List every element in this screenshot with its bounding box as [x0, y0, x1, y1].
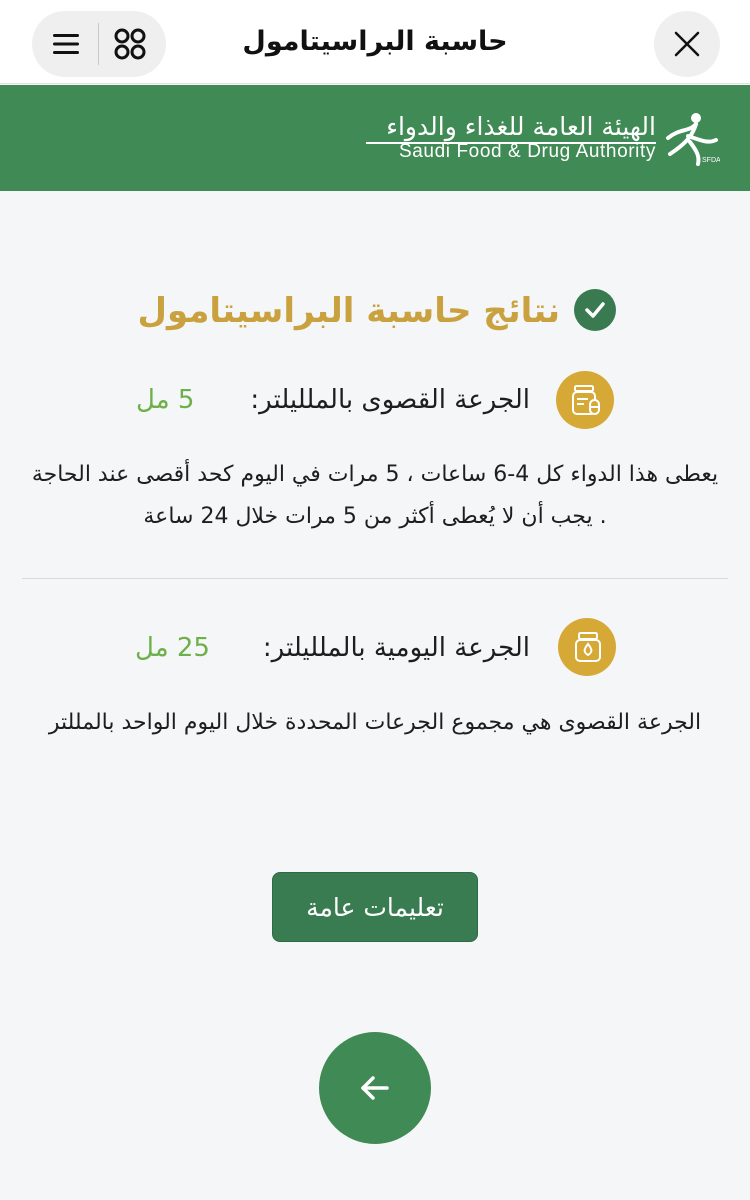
general-instructions-button[interactable]: تعليمات عامة: [272, 872, 478, 942]
arrow-left-icon: [359, 1072, 391, 1104]
result-title: نتائج حاسبة البراسيتامول: [137, 291, 560, 331]
org-name-arabic: الهيئة العامة للغذاء والدواء: [366, 110, 656, 144]
max-dose-description: يعطى هذا الدواء كل 4-6 ساعات ، 5 مرات في اليوم كحد أقصى عند الحاجة . يجب أن لا يُعطى أكثر من 5 مرات خلال 24 ساعة: [31, 462, 719, 529]
close-icon: [673, 30, 701, 58]
sfda-logo-icon: [660, 110, 720, 170]
hamburger-menu-icon[interactable]: [50, 28, 82, 60]
capsule-divider: [98, 23, 99, 65]
daily-dose-description: الجرعة القصوى هي مجموع الجرعات المحددة خلال اليوم الواحد بالمللتر: [48, 710, 702, 735]
daily-dose-value: 25 مل: [135, 633, 210, 663]
daily-dose-label: الجرعة اليومية بالملليلتر:: [262, 633, 530, 663]
medicine-jar-icon: [558, 618, 616, 676]
section-divider: [22, 578, 728, 579]
logo-abbr: SFDA: [702, 157, 720, 164]
page-title: حاسبة البراسيتامول: [242, 26, 508, 57]
max-dose-value: 5 مل: [136, 385, 195, 415]
medicine-bottle-pill-icon: [556, 371, 614, 429]
top-bar: [0, 0, 750, 84]
back-button[interactable]: [319, 1032, 431, 1144]
check-circle-icon: [574, 289, 616, 331]
four-dots-icon[interactable]: [112, 26, 148, 62]
org-name-english: Saudi Food & Drug Authority: [398, 141, 656, 162]
sfda-banner: [0, 85, 750, 191]
mini-program-capsule: [32, 11, 166, 77]
close-button[interactable]: [654, 11, 720, 77]
max-dose-label: الجرعة القصوى بالملليلتر:: [250, 385, 530, 415]
